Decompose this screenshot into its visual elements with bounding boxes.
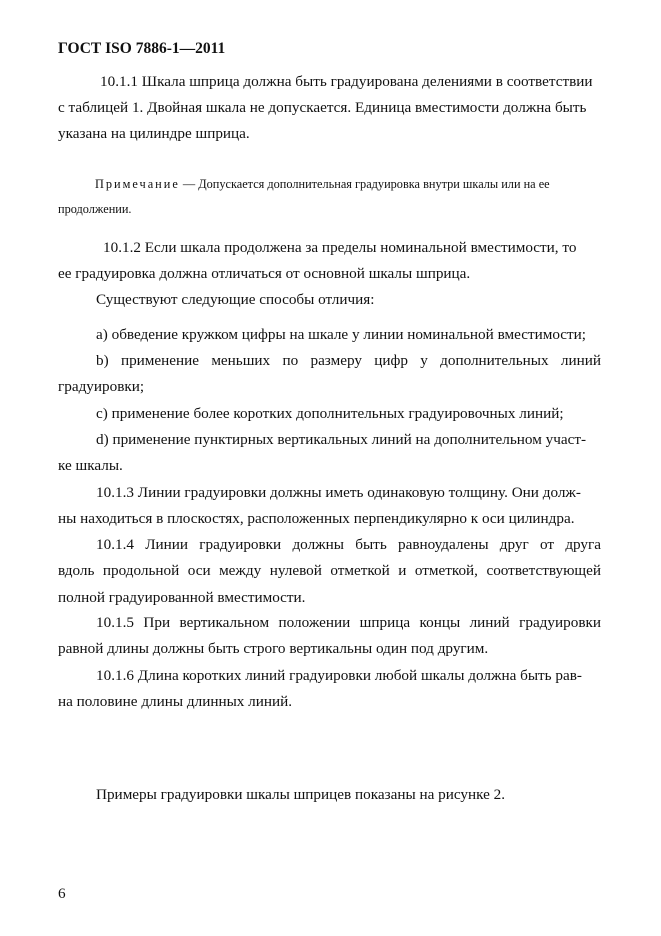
paragraph-10-1-2-line-2: ее градуировка должна отличаться от основной шкалы шприца.	[58, 265, 471, 282]
note-text: — Допускается дополнительная градуировка внутри шкалы или на ее	[179, 177, 550, 191]
figure-reference: Примеры градуировки шкалы шприцев показаны на рисунке 2.	[96, 786, 506, 803]
paragraph-10-1-4-line-3: полной градуированной вместимости.	[58, 589, 306, 606]
paragraph-10-1-5-line-1: 10.1.5 При вертикальном положении шприца концы линий градуировки	[96, 614, 601, 631]
list-item-c: с) применение более коротких дополнительных градуировочных линий;	[96, 405, 564, 422]
list-item-b-line-2: градуировки;	[58, 378, 145, 395]
document-header: ГОСТ ISO 7886-1—2011	[58, 40, 226, 57]
note-line-2: продолжении.	[58, 202, 132, 216]
paragraph-10-1-4-line-1: 10.1.4 Линии градуировки должны быть равноудалены друг от друга	[96, 536, 601, 553]
paragraph-10-1-6-line-1: 10.1.6 Длина коротких линий градуировки любой шкалы должна быть рав-	[96, 667, 582, 684]
paragraph-10-1-5-line-2: равной длины должны быть строго вертикальны один под другим.	[58, 640, 489, 657]
ways-intro: Существуют следующие способы отличия:	[96, 291, 375, 308]
list-item-a: а) обведение кружком цифры на шкале у линии номинальной вместимости;	[96, 326, 587, 343]
paragraph-10-1-1-line-3: указана на цилиндре шприца.	[58, 125, 250, 142]
list-item-d-line-1: d) применение пунктирных вертикальных линий на дополнительном участ-	[96, 431, 587, 448]
paragraph-10-1-1-line-2: с таблицей 1. Двойная шкала не допускается. Единица вместимости должна быть	[58, 99, 587, 116]
list-item-d-line-2: ке шкалы.	[58, 457, 123, 474]
paragraph-10-1-1-line-1: 10.1.1 Шкала шприца должна быть градуирована делениями в соответствии	[100, 73, 593, 90]
paragraph-10-1-4-line-2: вдоль продольной оси между нулевой отметкой и отметкой, соответствующей	[58, 562, 601, 579]
paragraph-10-1-3-line-2: ны находиться в плоскостях, расположенных перпендикулярно к оси цилиндра.	[58, 510, 575, 527]
list-item-b-line-1: b) применение меньших по размеру цифр у дополнительных линий	[96, 352, 601, 369]
paragraph-10-1-2-line-1: 10.1.2 Если шкала продолжена за пределы номинальной вместимости, то	[103, 239, 577, 256]
note-label: Примечание	[95, 177, 180, 191]
page-number: 6	[58, 885, 66, 902]
note-line-1	[95, 177, 550, 192]
paragraph-10-1-6-line-2: на половине длины длинных линий.	[58, 693, 293, 710]
paragraph-10-1-3-line-1: 10.1.3 Линии градуировки должны иметь одинаковую толщину. Они долж-	[96, 484, 581, 501]
